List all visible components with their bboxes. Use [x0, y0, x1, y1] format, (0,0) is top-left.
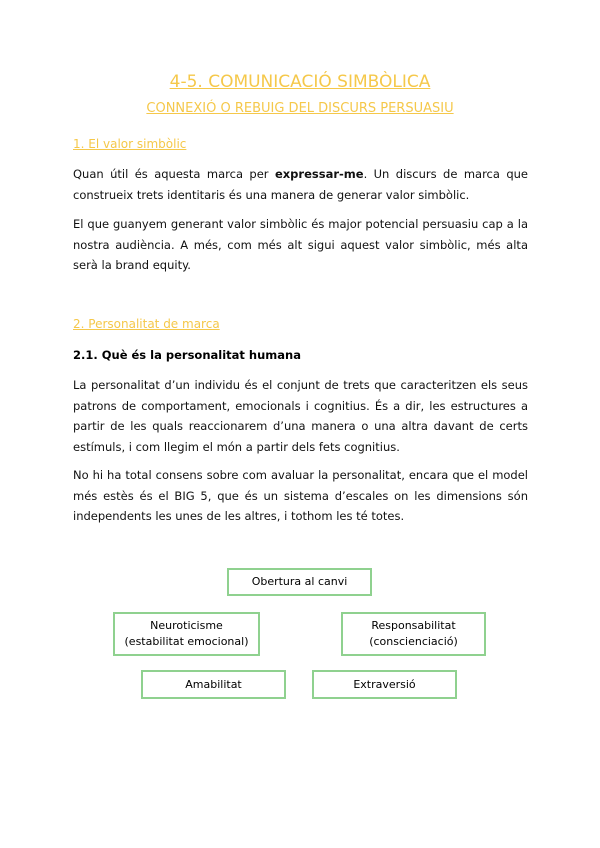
- paragraph-personalitat-1: La personalitat d’un individu és el conjunt de trets que caracteritzen els seus patrons de comportament, emocionals i cognitius. És a dir, les estructures a partir de les quals reaccionarem d’una manera o una altra davant de certs estímuls, i com llegim el món a partir dels fets cognitius.: [73, 378, 528, 454]
- box-neuroticism: Neuroticisme (estabilitat emocional): [113, 612, 260, 656]
- bold-term: expressar-me: [274, 167, 364, 181]
- page-subtitle: CONNEXIÓ O REBUIG DEL DISCURS PERSUASIU: [146, 101, 454, 116]
- paragraph-valor-simbolic-2: El que guanyem generant valor simbòlic és major potencial persuasiu cap a la nostra audiència. A més, com més alt sigui aquest valor simbòlic, més alta serà la brand equity.: [73, 217, 528, 272]
- page-title: 4-5. COMUNICACIÓ SIMBÒLICA: [169, 72, 431, 92]
- paragraph-personalitat-2: No hi ha total consens sobre com avaluar la personalitat, encara que el model més estès és el BIG 5, que és un sistema d’escales on les dimensions són independents les unes de les altres, i tothom les té totes.: [73, 468, 528, 523]
- box-agreeableness: Amabilitat: [141, 670, 286, 699]
- box-conscientiousness: Responsabilitat (conscienciació): [341, 612, 486, 656]
- box-openness: Obertura al canvi: [227, 568, 372, 596]
- section-heading-valor-simbolic: 1. El valor simbòlic: [73, 137, 187, 151]
- paragraph-valor-simbolic-1: Quan útil és aquesta marca per expressar-me. Un discurs de marca que construeix trets identitaris és una manera de generar valor simbòlic.: [73, 167, 529, 202]
- box-extraversion: Extraversió: [312, 670, 457, 699]
- subsection-heading-personalitat-humana: 2.1. Què és la personalitat humana: [73, 348, 301, 362]
- section-heading-personalitat-marca: 2. Personalitat de marca: [73, 317, 220, 331]
